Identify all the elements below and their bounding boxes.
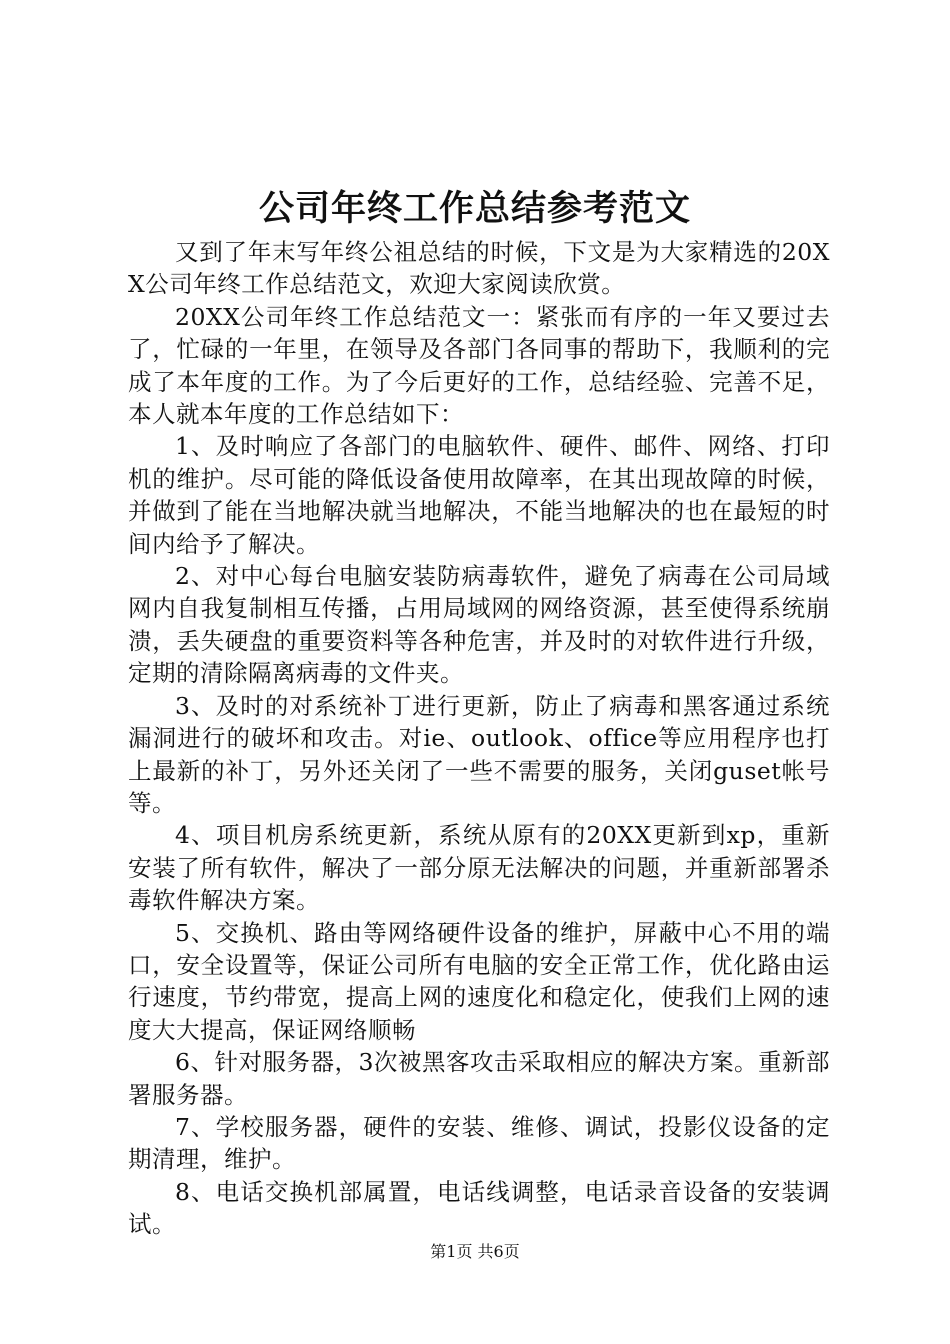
paragraph-item-3: 3、及时的对系统补丁进行更新，防止了病毒和黑客通过系统漏洞进行的破坏和攻击。对ie、outlook、office等应用程序也打上最新的补丁，另外还关闭了一些不需要的服务，关闭guset帐号等。 [128, 691, 830, 817]
page-number-footer: 第1页 共6页 [430, 1242, 520, 1261]
paragraph-intro: 又到了年末写年终公祖总结的时候，下文是为大家精选的20XX公司年终工作总结范文，欢迎大家阅读欣赏。 [128, 238, 830, 299]
paragraph-opening: 20XX公司年终工作总结范文一：紧张而有序的一年又要过去了，忙碌的一年里，在领导及各部门各同事的帮助下，我顺利的完成了本年度的工作。为了今后更好的工作，总结经验、完善不足，本人就本年度的工作总结如下： [128, 302, 830, 429]
paragraph-item-7: 7、学校服务器，硬件的安装、维修、调试，投影仪设备的定期清理，维护。 [128, 1112, 830, 1174]
document-body [128, 236, 830, 1241]
paragraph-item-8: 8、电话交换机部属置，电话线调整，电话录音设备的安装调试。 [128, 1177, 830, 1239]
document-title: 公司年终工作总结参考范文 [258, 189, 691, 229]
paragraph-item-5: 5、交换机、路由等网络硬件设备的维护，屏蔽中心不用的端口，安全设置等，保证公司所有电脑的安全正常工作，优化路由运行速度，节约带宽，提高上网的速度化和稳定化，使我们上网的速度大大提高，保证网络顺畅 [128, 918, 830, 1044]
paragraph-item-1: 1、及时响应了各部门的电脑软件、硬件、邮件、网络、打印机的维护。尽可能的降低设备使用故障率，在其出现故障的时候，并做到了能在当地解决就当地解决，不能当地解决的也在最短的时间内给予了解决。 [128, 432, 830, 558]
paragraph-item-4: 4、项目机房系统更新，系统从原有的20XX更新到xp，重新安装了所有软件，解决了一部分原无法解决的问题，并重新部署杀毒软件解决方案。 [128, 821, 830, 915]
paragraph-item-2: 2、对中心每台电脑安装防病毒软件，避免了病毒在公司局域网内自我复制相互传播，占用局域网的网络资源，甚至使得系统崩溃，丢失硬盘的重要资料等各种危害，并及时的对软件进行升级，定期的清除隔离病毒的文件夹。 [128, 562, 830, 688]
paragraph-item-6: 6、针对服务器，3次被黑客攻击采取相应的解决方案。重新部署服务器。 [128, 1048, 830, 1109]
